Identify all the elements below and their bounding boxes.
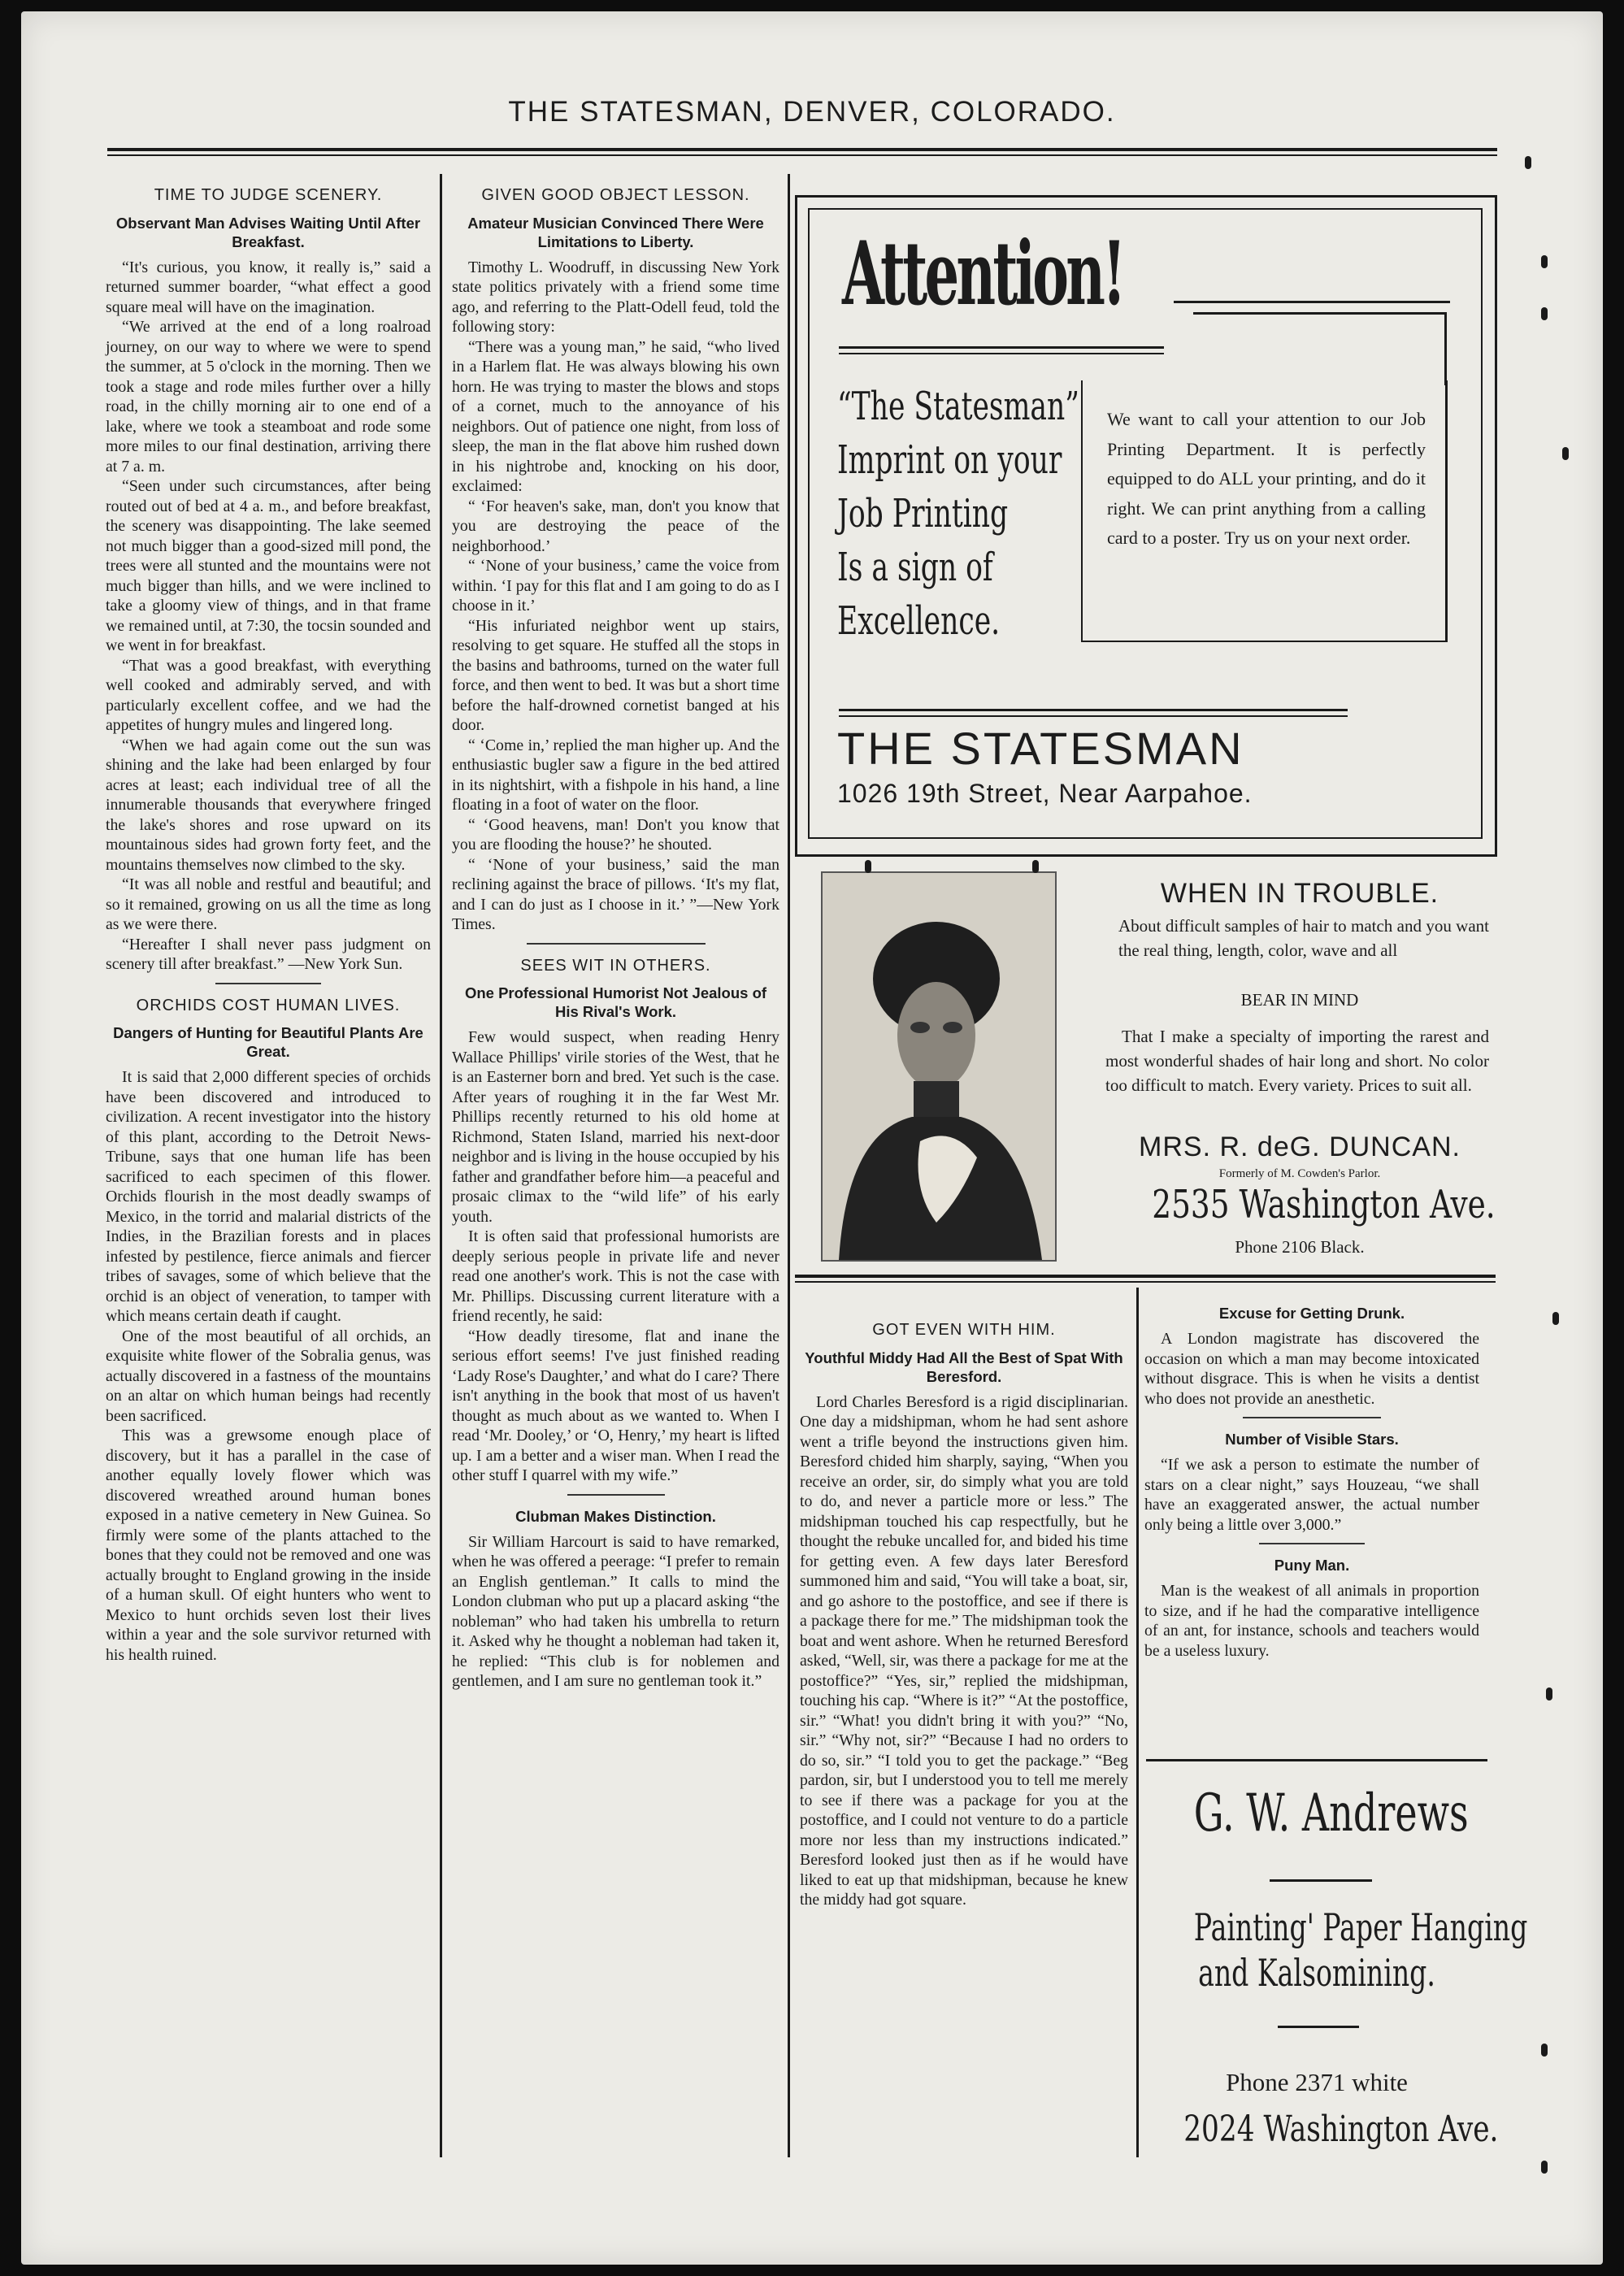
paragraph: “His infuriated neighbor went up stairs, resolving to get square. He stuffed all the stops in the basins and bathrooms, turned on the water full force, and then went to bed. It was but a short time before the half-drowned cornetist banged at his door. — [452, 616, 779, 734]
article-headline: GOT EVEN WITH HIM. — [872, 1321, 1056, 1339]
article-subhead: Amateur Musician Convinced There Were Limitations to Liberty. — [467, 214, 764, 250]
article-subhead: Clubman Makes Distinction. — [515, 1507, 716, 1525]
paragraph: “We arrived at the end of a long roalroad journey, on our way to where we were to spend the summer, at 5 o'clock in the morning. Then we took a stage and rode miles further over a hilly road, in the chilly morning air to one end of a lake, where we took a steamboat and rode some more miles to our final destination, arriving there at 7 a. m. — [106, 318, 431, 476]
photo-corner — [1032, 860, 1039, 873]
paragraph: “Hereafter I shall never pass judgment on scenery till after breakfast.” —New York Sun. — [106, 935, 431, 973]
article-separator — [527, 943, 706, 945]
paragraph: “When we had again come out the sun was shining and the lake had been enlarged by four acres at least; each individual tree of all the innumerable thousands that everywhere fringed the lake's shores and rose upward on its mountainous sides had grown forty feet, and the mountains themselves now climbed to the sky. — [106, 736, 431, 874]
paragraph: It is often said that professional humorists are deeply serious people in private life and never read one another's work. This is not the case with Mr. Phillips. Discussing current literature with a friend recently, he said: — [452, 1227, 779, 1325]
column-divider-2 — [788, 174, 790, 2157]
page-edge-mark — [1525, 156, 1531, 169]
photo-corner — [865, 860, 871, 873]
ad-attention-divider — [839, 709, 1348, 711]
column-divider-1 — [440, 174, 442, 2157]
paragraph: Lord Charles Beresford is a rigid disciplinarian. One day a midshipman, whom he had sent ashore went a trifle beyond the instructions given him. Beresford chided him sharply, saying, “When you receive an order, sir, do simply what you are told to do, and never a particle more or less.” The midshipman touched his cap respectfully, but he thought the rebuke uncalled for, and bided his time for getting even. A few days later Beresford summoned him and said, “You will take a boat, sir, and go ashore to the postoffice, and see if there is a package there for me.” The midshipman took the boat and went ashore. When he returned Beresford asked, “Well, sir, was there a package for me at the postoffice?” “Yes, sir,” replied the midshipman, touching his cap. “Where is it?” “At the postoffice, sir.” “What! you didn't bring it with you?” “No, sir.” “Why not, sir?” “Because I had no orders to do so, sir.” “I told you to get the package.” “Beg pardon, sir, but I understood you to tell me merely to see if there was a package for you at the postoffice, and I could not venture to do a particle more nor less than my instructions indicated.” Beresford looked just then as if he would have liked to eat up that midshipman, because he knew the middy had got square. — [800, 1392, 1128, 1909]
paragraph: “ ‘None of your business,’ said the man reclining against the brace of pillows. ‘It's my flat, and I can do just as I choose in it.’ ”—New York Times. — [452, 855, 779, 933]
ad-attention-address: 1026 19th Street, Near Aarpahoe. — [837, 779, 1253, 808]
portrait-photo — [821, 871, 1057, 1262]
ad-andrews-service: and Kalsomining. — [1198, 1951, 1435, 1995]
ad-attention-right-text: We want to call your attention to our Job Printing Department. It is perfectly equipped to do ALL your printing, and do it right. We can print anything from a calling card to a poster. Try us on your next order. — [1107, 409, 1426, 548]
ad-duncan-text: That I make a specialty of importing the rarest and most wonderful shades of hair long and short. No color too difficult to match. Every variety. Prices to suit all. — [1105, 1027, 1489, 1095]
column-1 — [106, 182, 431, 1665]
ad-duncan-bear: BEAR IN MIND — [1240, 990, 1359, 1010]
item-separator — [1243, 1417, 1381, 1418]
ad-duncan-phone: Phone 2106 Black. — [1235, 1237, 1365, 1257]
ad-line: Job Printing — [837, 491, 1009, 536]
column-3 — [800, 1317, 1128, 1910]
paragraph: “ ‘Good heavens, man! Don't you know that you are flooding the house?’ he shouted. — [452, 815, 779, 854]
paragraph: Few would suspect, when reading Henry Wallace Phillips' virile stories of the West, that he is an Easterner born and bred. Yet such is the case. After years of roughing it in the far West Mr. Phillips recently returned to his old home at Richmond, Staten Island, married his next-door neighbor and is living in the house occupied by his father and grandfather before him—a peaceful and prosaic climax to the “wild life” of his early youth. — [452, 1028, 779, 1226]
paragraph: “There was a young man,” he said, “who lived in a Harlem flat. He was always blowing his own horn. He was trying to master the blows and stops of a cornet, much to the annoyance of his neighbors. Out of patience one night, from loss of sleep, the man in the flat above him rushed down in his nightrobe and, knocking on his door, exclaimed: — [452, 337, 779, 495]
paragraph: This was a grewsome enough place of discovery, but it has a parallel in the case of another equally lovely flower which was discovered wreathed around human bones exposed in a native cemetery in New Guinea. So firmly were some of the plants attached to the bones that they could not be removed and one was actually brought to England growing in the inside of a human skull. Of eight hunters who went to Mexico to hunt orchids seven lost their lives within a year and the sole survivor returned with his health ruined. — [106, 1427, 431, 1664]
paragraph: “It's curious, you know, it really is,” said a returned summer boarder, “what effect a good square meal will have on the imagination. — [106, 258, 431, 316]
section-rule — [795, 1281, 1496, 1283]
section-rule — [795, 1275, 1496, 1278]
ad-andrews-service: Painting' Paper Hanging — [1193, 1905, 1528, 1949]
article-subhead: One Professional Humorist Not Jealous of His Rival's Work. — [464, 984, 767, 1020]
paragraph: It is said that 2,000 different species of orchids have been discovered and introduced to civilization. A recent investigator into the history of this plant, according to the Detroit News-Tribune, says that one human life has been sacrificed to each specimen of this flower. Orchids flourish in the most deadly swamps of Mexico, in the torrid and malarial districts of the Indies, in the Brazilian forests and in places infested by pestilence, fierce animals and fiercer tribes of savages, some of which believe that the orchid is an object of veneration, to tamper with which means certain death if caught. — [106, 1068, 431, 1325]
masthead-rule-bottom — [107, 154, 1497, 156]
masthead-rule-top — [107, 148, 1497, 151]
item-subhead: Number of Visible Stars. — [1225, 1431, 1399, 1448]
ad-attention-box-top — [1193, 312, 1447, 315]
ad-attention-name: THE STATESMAN — [837, 723, 1244, 774]
ad-andrews-rule — [1278, 2026, 1359, 2028]
paragraph: “ ‘For heaven's sake, man, don't you know that you are destroying the peace of the neighborhood.’ — [452, 497, 779, 555]
ad-andrews-rule — [1146, 1759, 1487, 1761]
ad-attention-box-right — [1444, 312, 1447, 385]
ad-attention-title: Attention! — [842, 223, 1123, 325]
ad-attention-title-rule — [1174, 301, 1450, 303]
article-subhead: Observant Man Advises Waiting Until After Breakfast. — [115, 214, 421, 250]
ad-andrews-name: G. W. Andrews — [1193, 1783, 1469, 1844]
article-subhead: Youthful Middy Had All the Best of Spat With Beresford. — [805, 1349, 1123, 1385]
paragraph: One of the most beautiful of all orchids, an exquisite white flower of the Sobralia genus, was actually discovered in a fastness of the mountains on an altar on which human beings had recently been sacrificed. — [106, 1327, 431, 1425]
newspaper-page — [21, 11, 1603, 2265]
paragraph: “That was a good breakfast, with everything well cooked and admirably served, and with particularly excellent coffee, and we had the appetites of hungry mules and lingered long. — [106, 656, 431, 734]
article-separator — [567, 1494, 665, 1496]
paragraph: “ ‘Come in,’ replied the man higher up. And the enthusiastic bugler saw a figure in the bed attired in its nightshirt, with a fishpole in his hand, a line floating in a foot of water on the floor. — [452, 736, 779, 814]
ad-attention-divider — [839, 346, 1164, 349]
article-separator — [215, 983, 321, 984]
column-4 — [1144, 1296, 1479, 1661]
paragraph: “ ‘None of your business,’ came the voice from within. ‘I pay for this flat and I am going to do as I choose in it.’ — [452, 557, 779, 615]
article-headline: GIVEN GOOD OBJECT LESSON. — [481, 186, 750, 204]
ad-attention-divider — [839, 353, 1164, 354]
paragraph: “If we ask a person to estimate the number of stars on a clear night,” says Houzeau, “we shall have an exaggerated answer, the actual number only being a little over 3,000.” — [1144, 1456, 1479, 1534]
column-2 — [452, 182, 779, 1692]
item-subhead: Puny Man. — [1274, 1557, 1350, 1574]
paragraph: Man is the weakest of all animals in proportion to size, and if he had the comparative intelligence of an ant, for instance, schools and teachers would be a useless luxury. — [1144, 1582, 1479, 1660]
page-edge-mark — [1562, 447, 1569, 460]
ad-duncan-formerly: Formerly of M. Cowden's Parlor. — [1218, 1167, 1381, 1180]
ad-line: Excellence. — [837, 598, 1001, 644]
page-edge-mark — [1541, 2161, 1548, 2174]
paragraph: “It was all noble and restful and beautiful; and so it remained, growing on us all the time as long as we were there. — [106, 875, 431, 933]
ad-andrews-address: 2024 Washington Ave. — [1183, 2109, 1499, 2150]
ad-duncan-title: WHEN IN TROUBLE. — [1160, 878, 1439, 909]
ad-attention-divider — [839, 715, 1348, 717]
ad-andrews-rule — [1270, 1879, 1372, 1882]
item-separator — [1259, 1543, 1365, 1544]
paragraph: “Seen under such circumstances, after being routed out of bed at 4 a. m., and before breakfast, the scenery was disappointing. The lake seemed not much bigger than a good-sized mill pond, the trees were all stunted and the mountains were not much bigger than hills, and we were inclined to take a gloomy view of things, and in that frame we remained until, at 7:30, the tocsin sounded and we went in for breakfast. — [106, 477, 431, 654]
ad-duncan-address: 2535 Washington Ave. — [1152, 1182, 1496, 1227]
ad-line: Is a sign of — [837, 545, 993, 590]
column-divider-3 — [1136, 1288, 1139, 2157]
paragraph: Timothy L. Woodruff, in discussing New York state politics privately with a friend some time ago, and referring to the Platt-Odell feud, told the following story: — [452, 258, 779, 336]
item-subhead: Excuse for Getting Drunk. — [1218, 1305, 1405, 1322]
page-edge-mark — [1541, 307, 1548, 320]
ad-duncan-text: About difficult samples of hair to match and you want the real thing, length, color, wave and all — [1118, 916, 1489, 960]
page-edge-mark — [1541, 255, 1548, 268]
ad-line: “The Statesman” — [837, 384, 1079, 429]
paragraph: “How deadly tiresome, flat and inane the serious effort seems! I've just finished reading ‘Lady Rose's Daughter,’ and what do I care? There isn't anything in the book that most of us haven't thought as much about as we wanted to. When I read ‘Mr. Dooley,’ or ‘O, Henry,’ my heart is lifted up. I am a better and a wiser man. When I read the other stuff I quarrel with my wife.” — [452, 1327, 779, 1484]
paragraph: A London magistrate has discovered the occasion on which a man may become intoxicated without disgrace. This is when he visits a dentist who does not provide an anesthetic. — [1144, 1330, 1479, 1408]
page-edge-mark — [1541, 2044, 1548, 2057]
article-subhead: Dangers of Hunting for Beautiful Plants Are Great. — [113, 1024, 423, 1060]
ad-line: Imprint on your — [837, 437, 1062, 483]
ad-andrews-phone: Phone 2371 white — [1226, 2068, 1408, 2096]
article-headline: ORCHIDS COST HUMAN LIVES. — [136, 996, 401, 1014]
page-edge-mark — [1546, 1687, 1552, 1700]
paragraph: Sir William Harcourt is said to have remarked, when he was offered a peerage: “I prefer to remain an English gentleman.” It calls to mind the London clubman who put up a placard asking “the nobleman” who had taken his umbrella to return it. Asked why he thought a nobleman had taken it, he replied: “This club is for noblemen and gentlemen, and I am sure no gentleman took it.” — [452, 1532, 779, 1690]
page-edge-mark — [1552, 1312, 1559, 1325]
article-headline: TIME TO JUDGE SCENERY. — [154, 186, 383, 204]
masthead: THE STATESMAN, DENVER, COLORADO. — [508, 96, 1116, 128]
ad-duncan-name: MRS. R. deG. DUNCAN. — [1139, 1131, 1461, 1162]
article-headline: SEES WIT IN OTHERS. — [520, 956, 711, 975]
